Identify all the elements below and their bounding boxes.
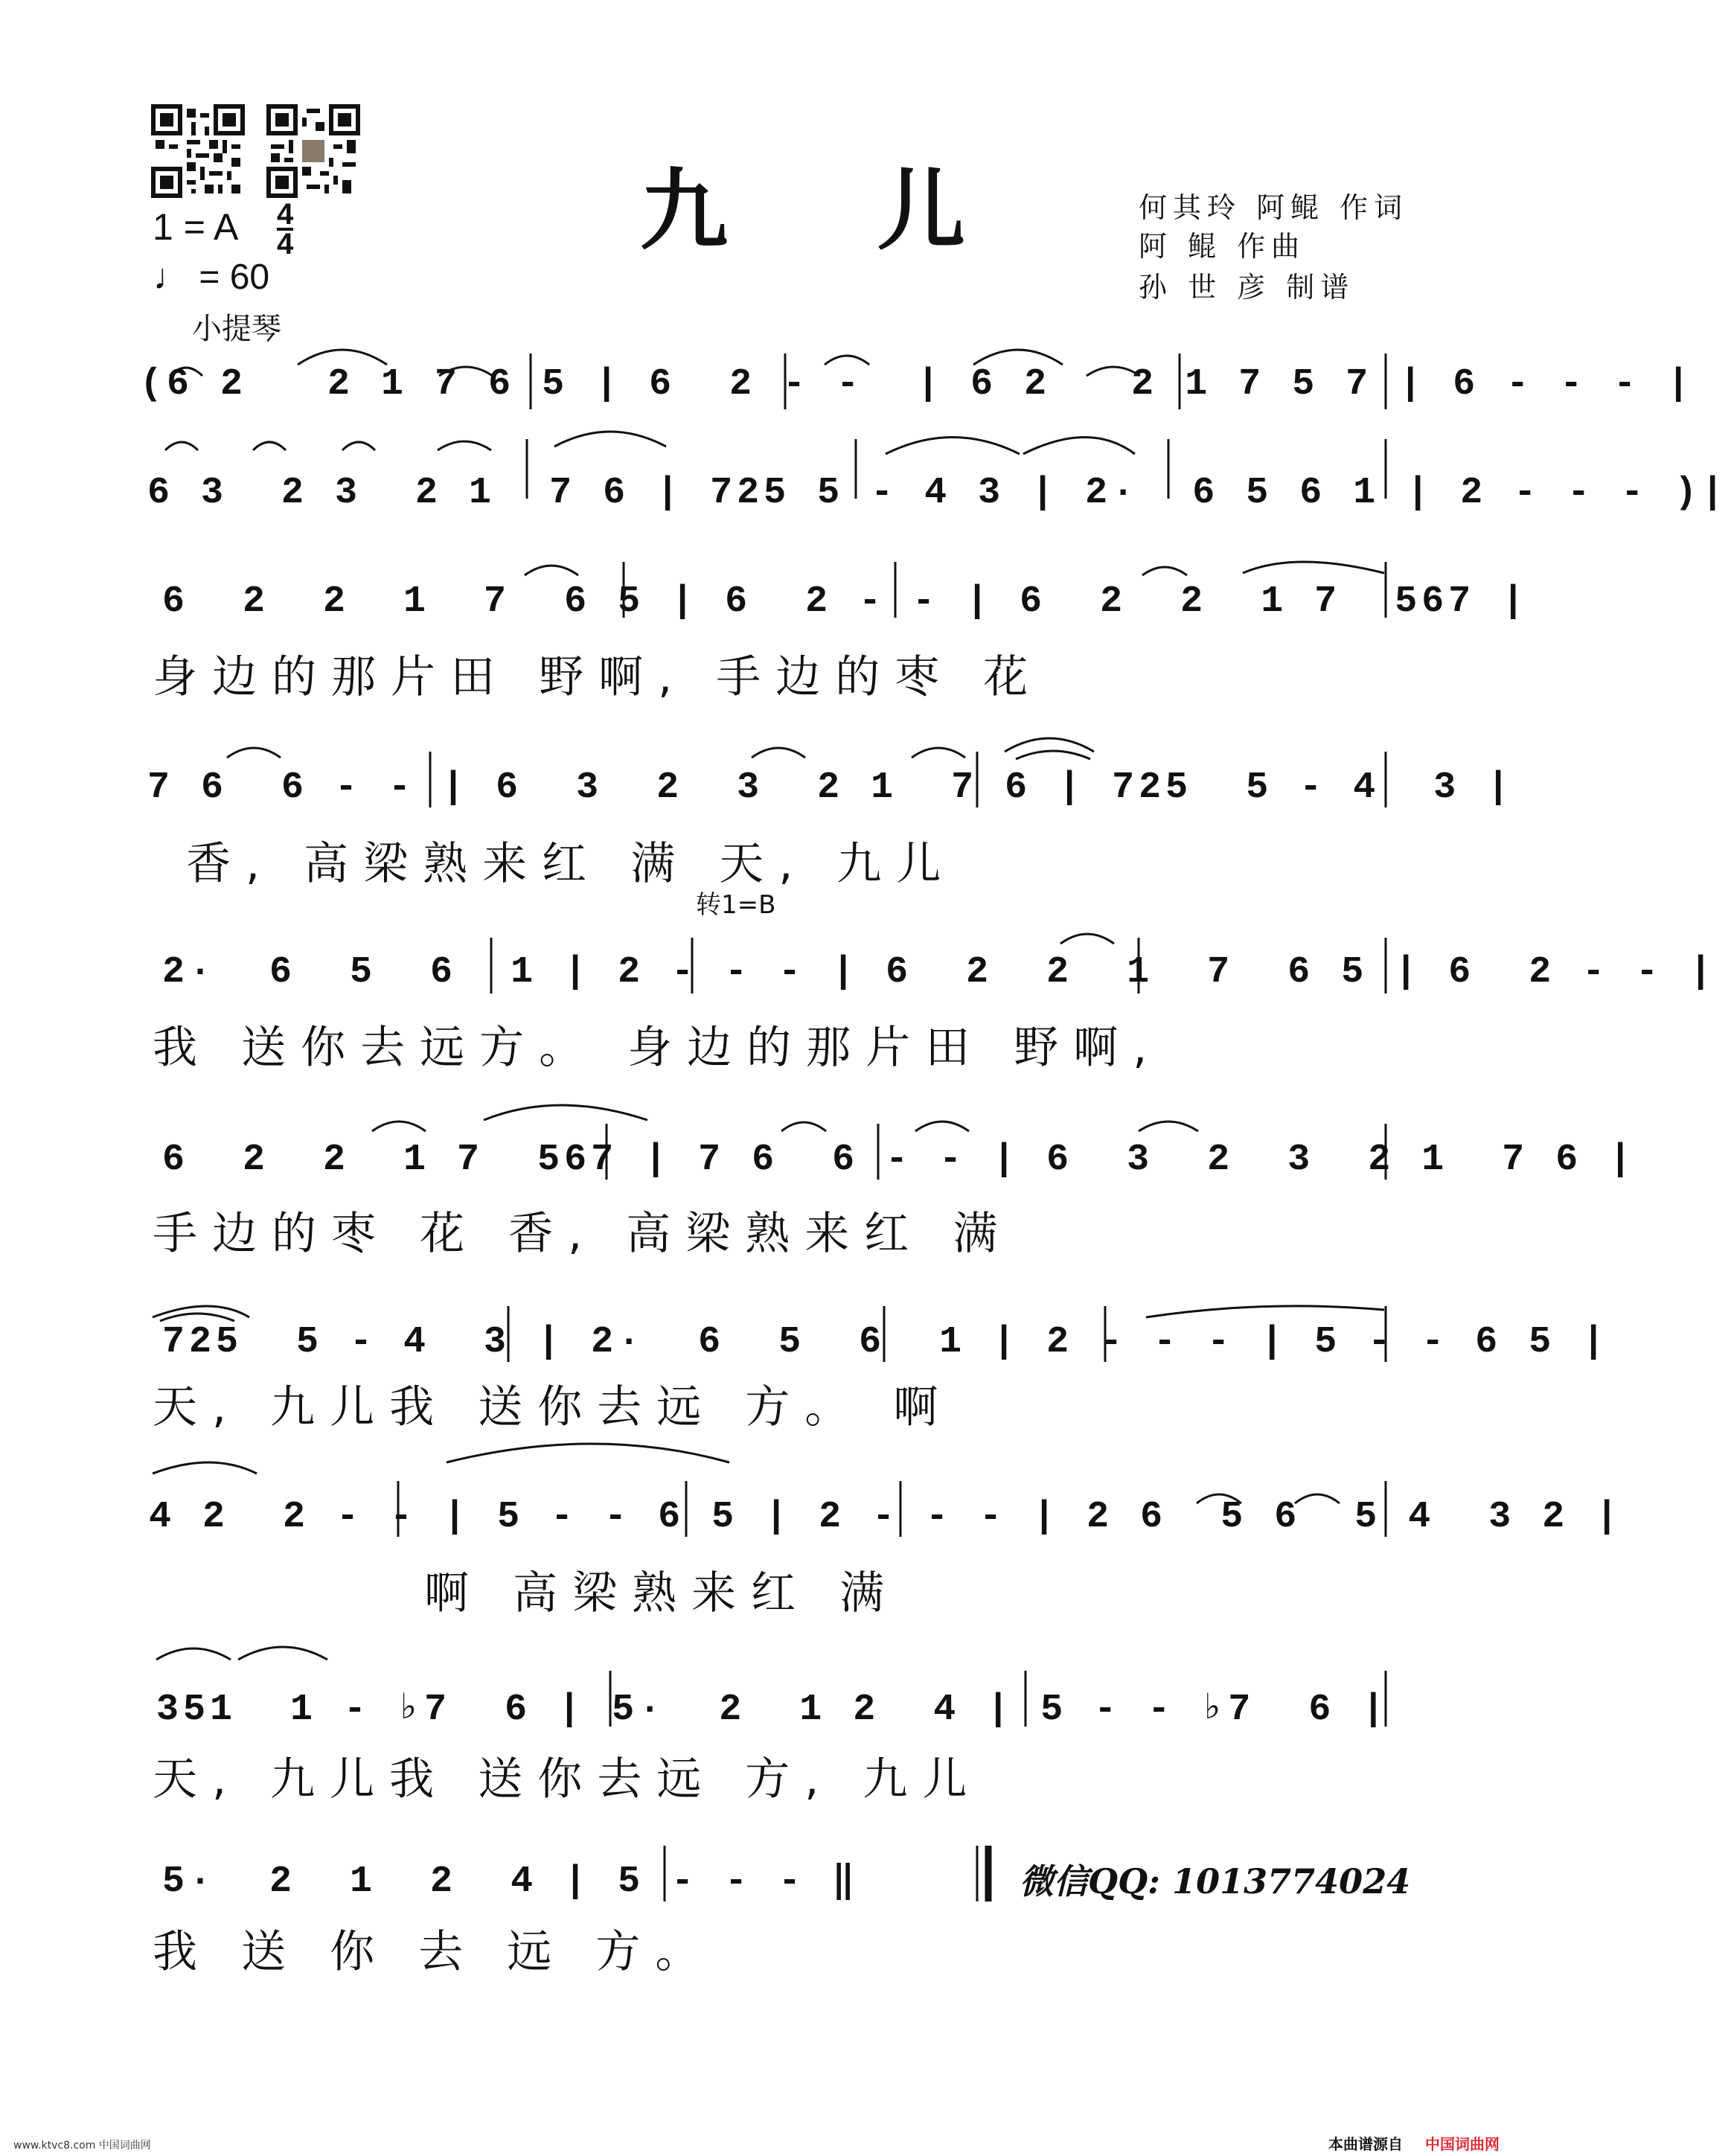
score-line-10: 5· 2 1 2 4 | 5 - - - ‖	[162, 1861, 860, 1903]
score-line-7: 725 5 - 4 3 | 2· 6 5 6 1 | 2 - - - | 5 - - 6 5 |	[162, 1321, 1610, 1363]
footer-source-text: 本曲谱源自	[1328, 2135, 1403, 2153]
footer-site-link[interactable]: 中国词曲网	[1425, 2135, 1500, 2153]
time-signature-top: 4	[277, 198, 294, 231]
score-line-2: 6 3 2 3 2 1 7 6 | 725 5 - 4 3 | 2· 6 5 6 1 | 2 - - - )|	[147, 472, 1728, 514]
tempo-marking: ♩ = 60	[153, 257, 270, 297]
lyric-line-5: 我 送你去远方。 身边的那片田 野啊,	[153, 1022, 1162, 1074]
score-line-8: 4 2 2 - - | 5 - - 6 5 | 2 - - - | 2 6 5 6 5 4 3 2 |	[149, 1496, 1623, 1538]
footer-left-text: www.ktvc8.com 中国词曲网	[13, 2140, 151, 2152]
lyric-line-7: 天, 九儿我 送你去远 方。 啊	[153, 1381, 953, 1433]
score-line-5: 2· 6 5 6 1 | 2 - - - | 6 2 2 1 7 6 5 | 6 2 - - |	[162, 951, 1717, 994]
lyric-line-6: 手边的枣 花 香, 高梁熟来红 满	[153, 1208, 1013, 1260]
contact-wechat-qq: 微信QQ: 1013774024	[1020, 1861, 1411, 1901]
lyric-line-10: 我 送 你 去 远 方。	[153, 1926, 715, 1978]
composer-credit: 阿 鲲 作曲	[1139, 230, 1306, 263]
key-signature: 1 = A	[153, 206, 239, 248]
lyric-line-4: 香, 高梁熟来红 满 天, 九儿	[186, 838, 956, 890]
lyric-line-8: 啊 高梁熟来红 满	[424, 1567, 900, 1619]
instrument-label: 小提琴	[192, 312, 281, 346]
score-line-4: 7 6 6 - - | 6 3 2 3 2 1 7 6 | 725 5 - 4 3 |	[147, 767, 1514, 809]
song-title: 九 儿	[640, 159, 1025, 262]
score-line-3: 6 2 2 1 7 6 5 | 6 2 - - | 6 2 2 1 7 567 |	[162, 580, 1529, 623]
lyricist-credit: 何其玲 阿鲲 作词	[1139, 191, 1409, 224]
score-line-6: 6 2 2 1 7 567 | 7 6 6 - - | 6 3 2 3 2 1 7 6 |	[162, 1139, 1636, 1181]
score-line-9: 351 1 - ♭7 6 | 5· 2 1 2 4 | 5 - - ♭7 6 |	[156, 1689, 1389, 1731]
score-line-1: (6 2 2 1 7 6 5 | 6 2 - - | 6 2 2 1 7 5 7 | 6 - - - |	[140, 363, 1695, 406]
modulation-marking: 转1=B	[696, 890, 776, 920]
time-signature-bottom: 4	[277, 228, 294, 260]
lyric-line-9: 天, 九儿我 送你去远 方, 九儿	[153, 1753, 982, 1805]
arranger-credit: 孙 世 彦 制谱	[1139, 271, 1355, 304]
lyric-line-3: 身边的那片田 野啊, 手边的枣 花	[153, 651, 1043, 703]
